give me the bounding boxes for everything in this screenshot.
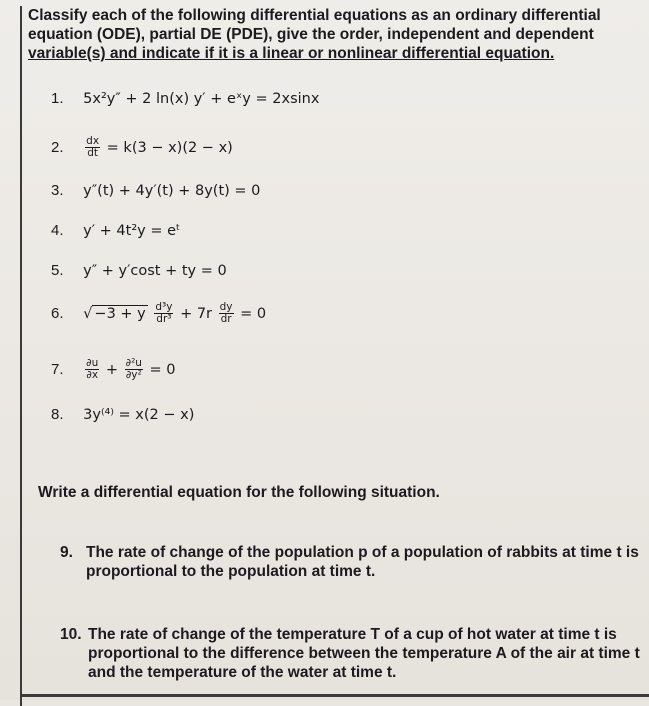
first-derivative-fraction xyxy=(219,302,234,325)
equation-7 xyxy=(51,358,176,381)
equation-number: 4. xyxy=(51,222,64,239)
instructions-line-2: equation (ODE), partial DE (PDE), give the order, independent and dependent xyxy=(28,26,594,43)
question-line-1: The rate of change of the temperature T of a cup of hot water at time t is xyxy=(88,626,617,643)
equation-rhs: = k(3 − x)(2 − x) xyxy=(106,139,233,156)
radicand: −3 + y xyxy=(94,305,146,322)
equation-number: 5. xyxy=(51,262,64,279)
question-number: 10. xyxy=(60,626,82,643)
question-9 xyxy=(60,543,645,581)
question-line-1: The rate of change of the population p of a population of rabbits at time t is xyxy=(86,544,639,561)
equation-number: 7. xyxy=(51,360,64,378)
equation-text: y′ + 4t²y = eᵗ xyxy=(83,223,181,239)
second-partial-derivative-fraction xyxy=(125,358,143,381)
equation-1 xyxy=(51,90,319,107)
fraction-numerator: ∂²u xyxy=(125,357,142,369)
instructions-line-1: Classify each of the following differential equations as an ordinary differential xyxy=(28,7,601,24)
square-root-term: √ −3 + y xyxy=(83,305,146,322)
equation-3 xyxy=(51,182,260,199)
equation-number: 2. xyxy=(51,138,64,156)
equation-5 xyxy=(51,262,227,279)
equation-8 xyxy=(51,406,194,423)
equation-text: y″ + y′cost + ty = 0 xyxy=(83,263,227,279)
instructions-paragraph xyxy=(28,6,628,63)
instructions-line-3: variable(s) and indicate if it is a linear or nonlinear differential equation. xyxy=(28,45,555,62)
equation-6 xyxy=(51,302,266,325)
middle-term: + 7r xyxy=(180,305,213,322)
fraction-denominator: dr³ xyxy=(156,313,172,325)
bottom-border-line xyxy=(20,694,649,697)
equation-text: 5x²y″ + 2 ln(x) y′ + eˣy = 2xsinx xyxy=(83,91,320,107)
fraction-numerator: dy xyxy=(219,301,233,313)
third-derivative-fraction xyxy=(154,302,173,325)
fraction-numerator: ∂u xyxy=(86,357,99,369)
equation-4 xyxy=(51,222,180,239)
question-10 xyxy=(60,625,645,682)
fraction-denominator: dr xyxy=(220,313,232,325)
equation-text: 3y⁽⁴⁾ = x(2 − x) xyxy=(83,407,195,423)
derivative-fraction xyxy=(85,136,100,159)
fraction-denominator: ∂x xyxy=(86,369,99,381)
fraction-denominator: dt xyxy=(87,147,99,159)
question-line-2: proportional to the population at time t. xyxy=(86,563,376,580)
question-line-3: and the temperature of the water at time t. xyxy=(88,664,397,681)
equation-number: 6. xyxy=(51,304,64,322)
equation-rhs: = 0 xyxy=(149,361,176,378)
left-border-line xyxy=(20,6,22,706)
middle-term: + xyxy=(105,361,119,378)
question-number: 9. xyxy=(60,544,73,561)
equation-2 xyxy=(51,136,233,159)
section-title: Write a differential equation for the following situation. xyxy=(38,484,440,501)
equation-number: 3. xyxy=(51,182,64,199)
fraction-denominator: ∂y² xyxy=(125,369,142,381)
question-line-2: proportional to the difference between the temperature A of the air at time t xyxy=(88,645,640,662)
fraction-numerator: dx xyxy=(86,135,100,147)
equation-text: y″(t) + 4y′(t) + 8y(t) = 0 xyxy=(83,183,261,199)
equation-number: 1. xyxy=(51,90,64,107)
fraction-numerator: d³y xyxy=(155,301,173,313)
partial-derivative-fraction xyxy=(85,358,99,381)
equation-rhs: = 0 xyxy=(240,305,267,322)
equation-number: 8. xyxy=(51,406,64,423)
